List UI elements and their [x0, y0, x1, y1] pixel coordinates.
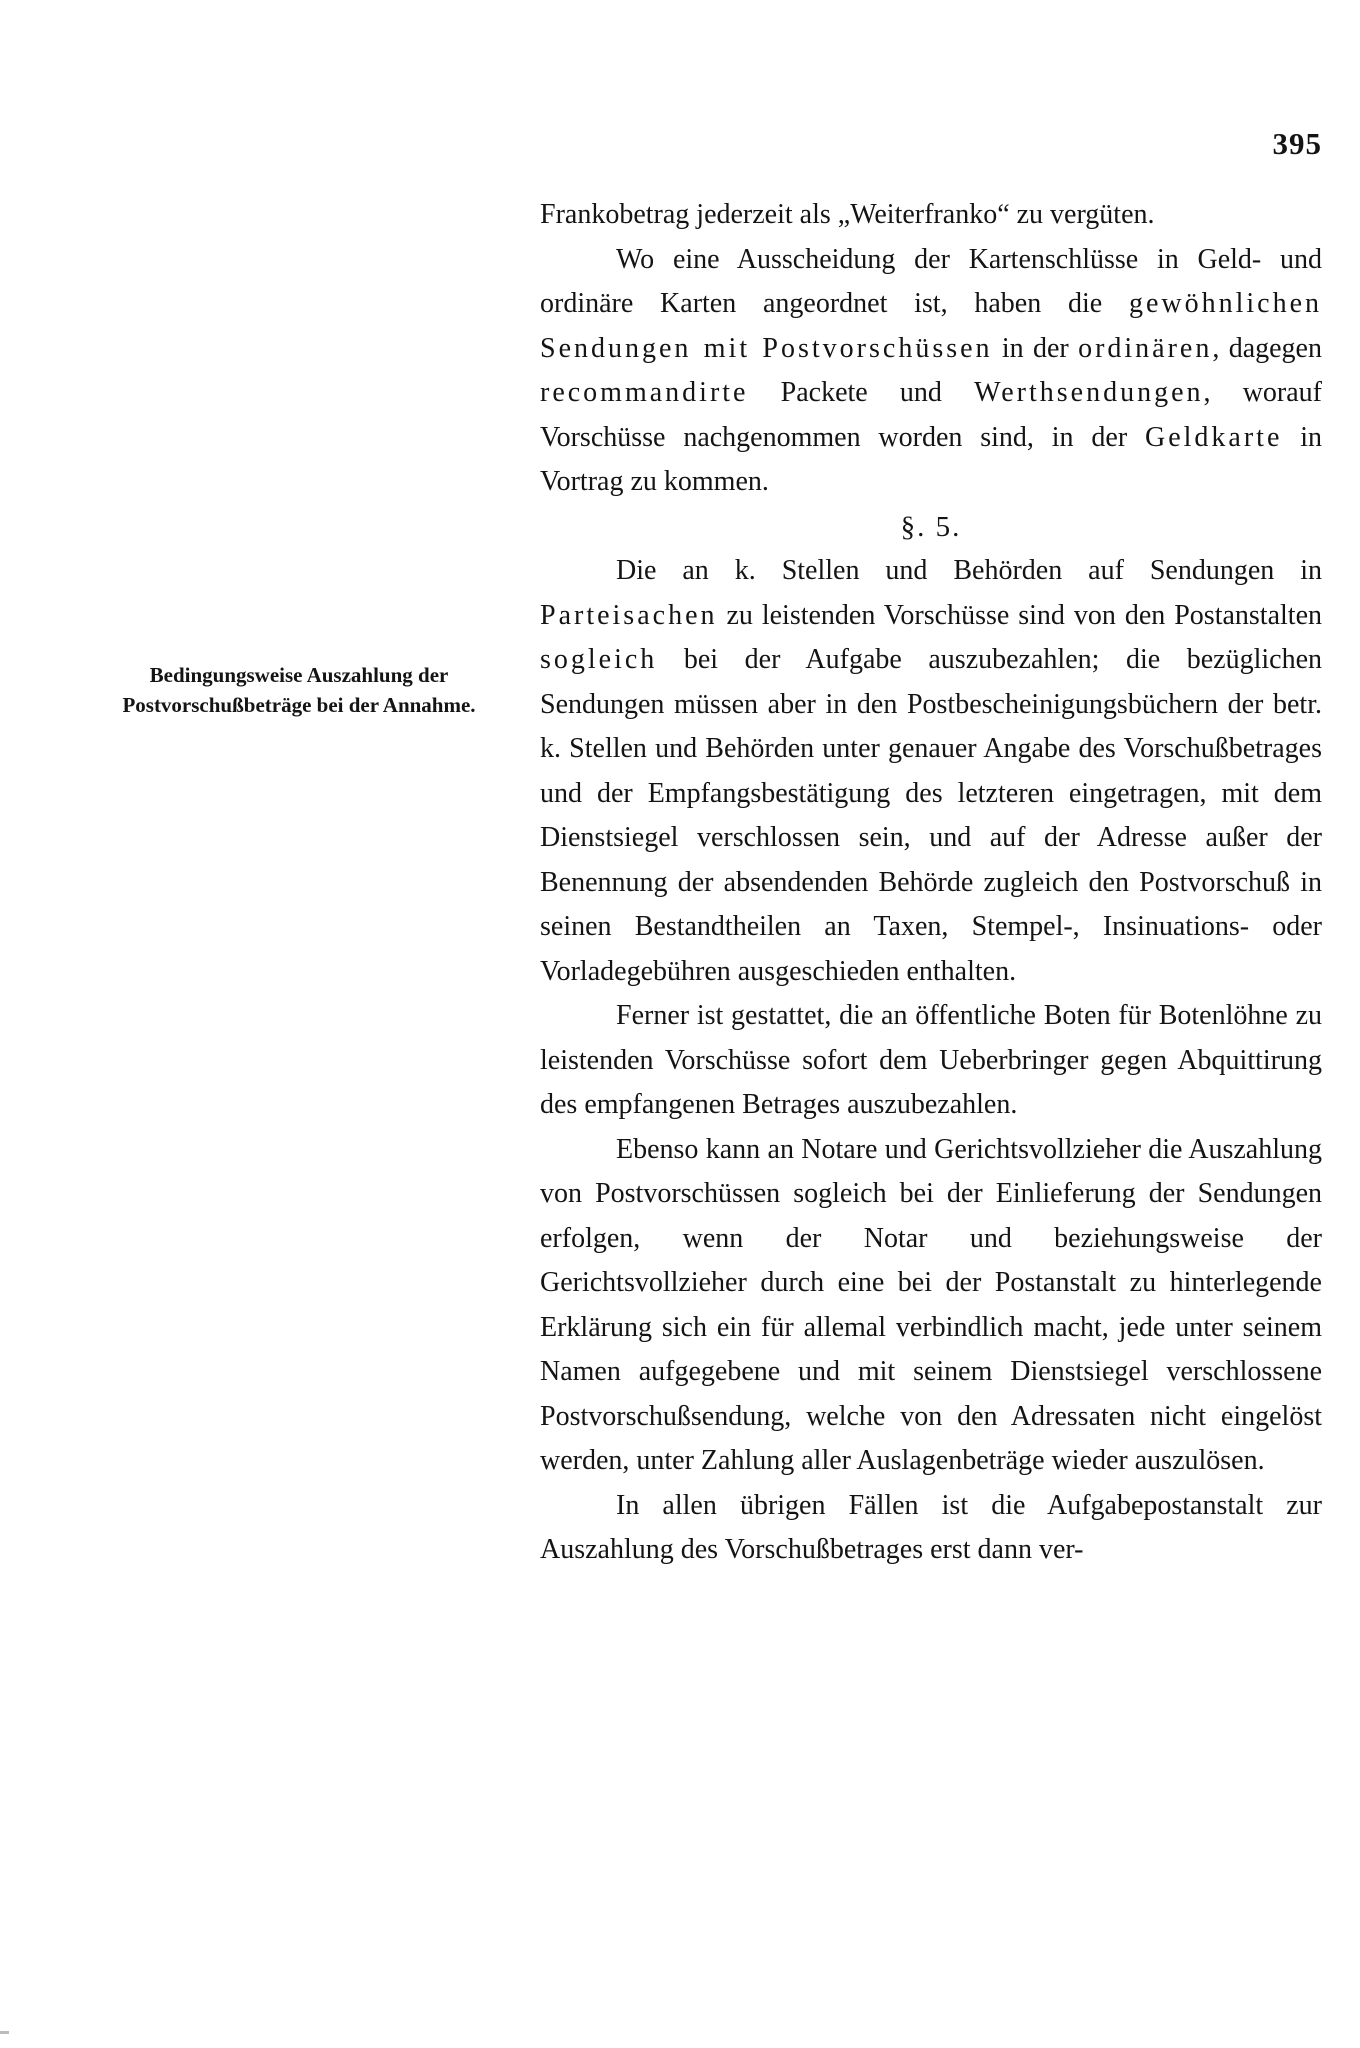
- body-text: [540, 193, 1322, 1573]
- paragraph-3-segment: zu leistenden Vorschüsse sind von den Postanstalten: [717, 599, 1322, 631]
- emphasis-recommandirte: recommandirte: [540, 377, 749, 408]
- emphasis-geldkarte: Geldkarte: [1144, 421, 1283, 453]
- paragraph-1: Frankobetrag jederzeit als „Weiterfranko“ zu vergüten.: [540, 199, 1155, 230]
- paragraph-2-segment: Wo eine Ausscheidung der Kartenschlüsse in Geld- und ordinäre Karten angeordnet ist, haben die: [540, 243, 1322, 319]
- marginal-note: Bedingungsweise Auszahlung der Postvorschußbeträge bei der Annahme.: [122, 663, 476, 717]
- paragraph-2-segment: , worauf Vorschüsse nachgenommen worden sind, in der: [540, 377, 1322, 453]
- scan-edge-mark: [0, 2031, 9, 2034]
- emphasis-ordinaeren: ordinären: [1078, 332, 1213, 364]
- page-number: 395: [1272, 126, 1322, 161]
- paragraph-5: Ebenso kann an Notare und Gerichtsvollzieher die Auszahlung von Postvorschüssen sogleich bei der Einlieferung der Sendungen erfolgen, wenn der Notar und beziehungsweise der Gerichtsvollzieher durch eine bei der Postanstalt zu hinterlegende Erklärung sich ein für allemal verbindlich macht, jede unter seinem Namen aufgegebene und mit seinem Dienstsiegel verschlossene Postvorschußsendung, welche von den Adressaten nicht eingelöst werden, unter Zahlung aller Auslagenbeträge wieder auszulösen.: [540, 1133, 1322, 1476]
- paragraph-2-segment: Packete und: [748, 377, 975, 408]
- paragraph-3: [540, 549, 1322, 994]
- paragraph-2-segment: in der: [992, 332, 1079, 364]
- emphasis-werthsendungen: Werthsendungen: [974, 377, 1204, 408]
- paragraph-4: Ferner ist gestattet, die an öffentliche Boten für Botenlöhne zu leistenden Vorschüsse sofort dem Ueberbringer gegen Abquittirung des empfangenen Betrages auszubezahlen.: [540, 1000, 1322, 1120]
- paragraph-2-segment: , dagegen: [1212, 332, 1322, 364]
- emphasis-gewoehnlichen-sendungen: gewöhnlichen Sendungen mit Postvorschüssen: [540, 288, 1322, 364]
- paragraph-3-segment: Die an k. Stellen und Behörden auf Sendungen in: [616, 555, 1322, 586]
- emphasis-sogleich: sogleich: [540, 644, 658, 675]
- paragraph-2-segment: in Vortrag zu kommen.: [540, 421, 1322, 497]
- paragraph-6: In allen übrigen Fällen ist die Aufgabepostanstalt zur Auszahlung des Vorschußbetrages erst dann ver-: [540, 1489, 1322, 1565]
- emphasis-parteisachen: Parteisachen: [540, 599, 718, 631]
- paragraph-2: [540, 238, 1322, 505]
- paragraph-3-segment: bei der Aufgabe auszubezahlen; die bezüglichen Sendungen müssen aber in den Postbescheinigungsbüchern der betr. k. Stellen und Behörden unter genauer Angabe des Vorschußbetrages und der Empfangsbestätigung des letzteren eingetragen, mit dem Dienstsiegel verschlossen sein, und auf der Adresse außer der Benennung der absendenden Behörde zugleich den Postvorschuß in seinen Bestandtheilen an Taxen, Stempel-, Insinuations- oder Vorladegebühren ausgeschieden enthalten.: [540, 644, 1322, 987]
- section-heading: §. 5.: [900, 510, 962, 543]
